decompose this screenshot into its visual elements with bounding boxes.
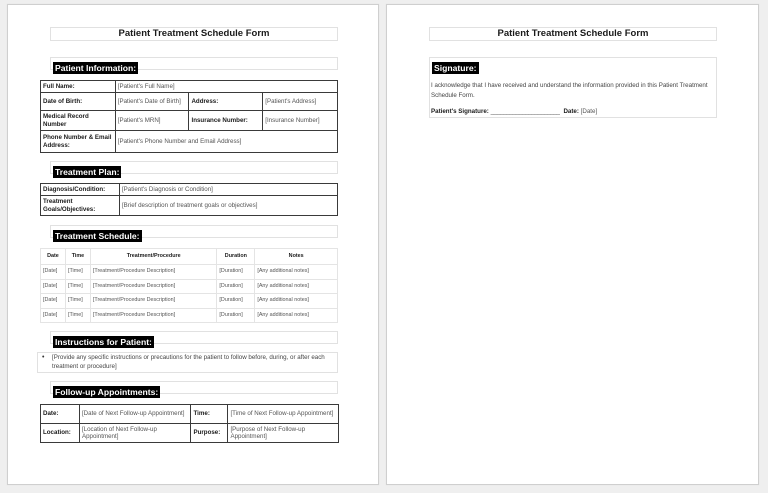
section-heading: Follow-up Appointments: xyxy=(55,387,159,397)
page-title[interactable]: Patient Treatment Schedule Form xyxy=(429,27,717,41)
column-header-duration: Duration xyxy=(217,249,255,265)
follow-up-location-label: Location: xyxy=(41,424,80,443)
address-field[interactable]: [Patient's Address] xyxy=(263,93,338,111)
section-instructions[interactable] xyxy=(50,331,338,347)
diagnosis-field[interactable]: [Patient's Diagnosis or Condition] xyxy=(119,184,337,196)
signature-line-field[interactable]: ______________________ xyxy=(490,108,560,115)
signature-date-label: Date: xyxy=(563,108,579,115)
table-row xyxy=(41,308,338,323)
dob-field[interactable]: [Patient's Date of Birth] xyxy=(115,93,189,111)
cell-date[interactable]: [Date] xyxy=(41,279,66,294)
insurance-label: Insurance Number: xyxy=(189,111,263,131)
section-heading: Patient Information: xyxy=(55,63,137,73)
contact-field[interactable]: [Patient's Phone Number and Email Address] xyxy=(115,131,337,153)
cell-time[interactable]: [Time] xyxy=(65,265,90,280)
treatment-schedule-table xyxy=(40,248,338,323)
address-label: Address: xyxy=(189,93,263,111)
column-header-time: Time xyxy=(65,249,90,265)
mrn-label: Medical Record Number xyxy=(41,111,116,131)
table-header-row xyxy=(41,249,338,265)
signature-label: Patient's Signature: xyxy=(431,108,489,115)
document-page-1 xyxy=(7,4,379,485)
cell-treatment[interactable]: [Treatment/Procedure Description] xyxy=(90,265,217,280)
section-patient-information[interactable] xyxy=(50,57,338,73)
instructions-text: [Provide any specific instructions or precautions for the patient to follow before, during, or after each treatment or procedure] xyxy=(52,354,325,370)
diagnosis-label: Diagnosis/Condition: xyxy=(41,184,120,196)
cell-time[interactable]: [Time] xyxy=(65,294,90,309)
section-treatment-schedule[interactable] xyxy=(50,225,338,241)
section-treatment-plan[interactable] xyxy=(50,161,338,177)
mrn-field[interactable]: [Patient's MRN] xyxy=(115,111,189,131)
cell-notes[interactable]: [Any additional notes] xyxy=(255,265,338,280)
goals-field[interactable]: [Brief description of treatment goals or objectives] xyxy=(119,196,337,216)
page-title[interactable]: Patient Treatment Schedule Form xyxy=(50,27,338,41)
cell-notes[interactable]: [Any additional notes] xyxy=(255,279,338,294)
cell-duration[interactable]: [Duration] xyxy=(217,294,255,309)
follow-up-date-field[interactable]: [Date of Next Follow-up Appointment] xyxy=(79,405,191,424)
table-row xyxy=(41,279,338,294)
cell-notes[interactable]: [Any additional notes] xyxy=(255,308,338,323)
section-heading: Instructions for Patient: xyxy=(55,337,152,347)
signature-row xyxy=(431,107,597,116)
section-heading: Treatment Plan: xyxy=(55,167,120,177)
acknowledgement-text: I acknowledge that I have received and understand the information provided in this Patient Treatment Schedule Form. xyxy=(431,82,708,99)
column-header-notes: Notes xyxy=(255,249,338,265)
cell-time[interactable]: [Time] xyxy=(65,308,90,323)
patient-info-table xyxy=(40,80,338,153)
cell-treatment[interactable]: [Treatment/Procedure Description] xyxy=(90,308,217,323)
table-row xyxy=(41,294,338,309)
full-name-label: Full Name: xyxy=(41,81,116,93)
cell-date[interactable]: [Date] xyxy=(41,308,66,323)
cell-date[interactable]: [Date] xyxy=(41,294,66,309)
dob-label: Date of Birth: xyxy=(41,93,116,111)
cell-date[interactable]: [Date] xyxy=(41,265,66,280)
follow-up-table xyxy=(40,404,339,443)
follow-up-time-label: Time: xyxy=(191,405,228,424)
cell-duration[interactable]: [Duration] xyxy=(217,279,255,294)
cell-treatment[interactable]: [Treatment/Procedure Description] xyxy=(90,294,217,309)
full-name-field[interactable]: [Patient's Full Name] xyxy=(115,81,337,93)
column-header-treatment: Treatment/Procedure xyxy=(90,249,217,265)
section-heading: Treatment Schedule: xyxy=(55,231,140,241)
follow-up-location-field[interactable]: [Location of Next Follow-up Appointment] xyxy=(79,424,191,443)
section-follow-up[interactable] xyxy=(50,381,338,397)
follow-up-purpose-field[interactable]: [Purpose of Next Follow-up Appointment] xyxy=(228,424,339,443)
insurance-field[interactable]: [Insurance Number] xyxy=(263,111,338,131)
signature-date-field[interactable]: [Date] xyxy=(580,108,598,115)
column-header-date: Date xyxy=(41,249,66,265)
follow-up-time-field[interactable]: [Time of Next Follow-up Appointment] xyxy=(228,405,339,424)
follow-up-date-label: Date: xyxy=(41,405,80,424)
table-row xyxy=(41,265,338,280)
cell-notes[interactable]: [Any additional notes] xyxy=(255,294,338,309)
contact-label: Phone Number & Email Address: xyxy=(41,131,116,153)
cell-duration[interactable]: [Duration] xyxy=(217,265,255,280)
cell-time[interactable]: [Time] xyxy=(65,279,90,294)
goals-label: Treatment Goals/Objectives: xyxy=(41,196,120,216)
document-page-2 xyxy=(386,4,759,485)
cell-duration[interactable]: [Duration] xyxy=(217,308,255,323)
cell-treatment[interactable]: [Treatment/Procedure Description] xyxy=(90,279,217,294)
signature-block[interactable] xyxy=(429,57,717,118)
bullet-icon: • xyxy=(42,354,45,361)
follow-up-purpose-label: Purpose: xyxy=(191,424,228,443)
treatment-plan-table xyxy=(40,183,338,216)
section-heading: Signature: xyxy=(434,63,477,73)
instructions-list-item[interactable] xyxy=(37,352,338,373)
